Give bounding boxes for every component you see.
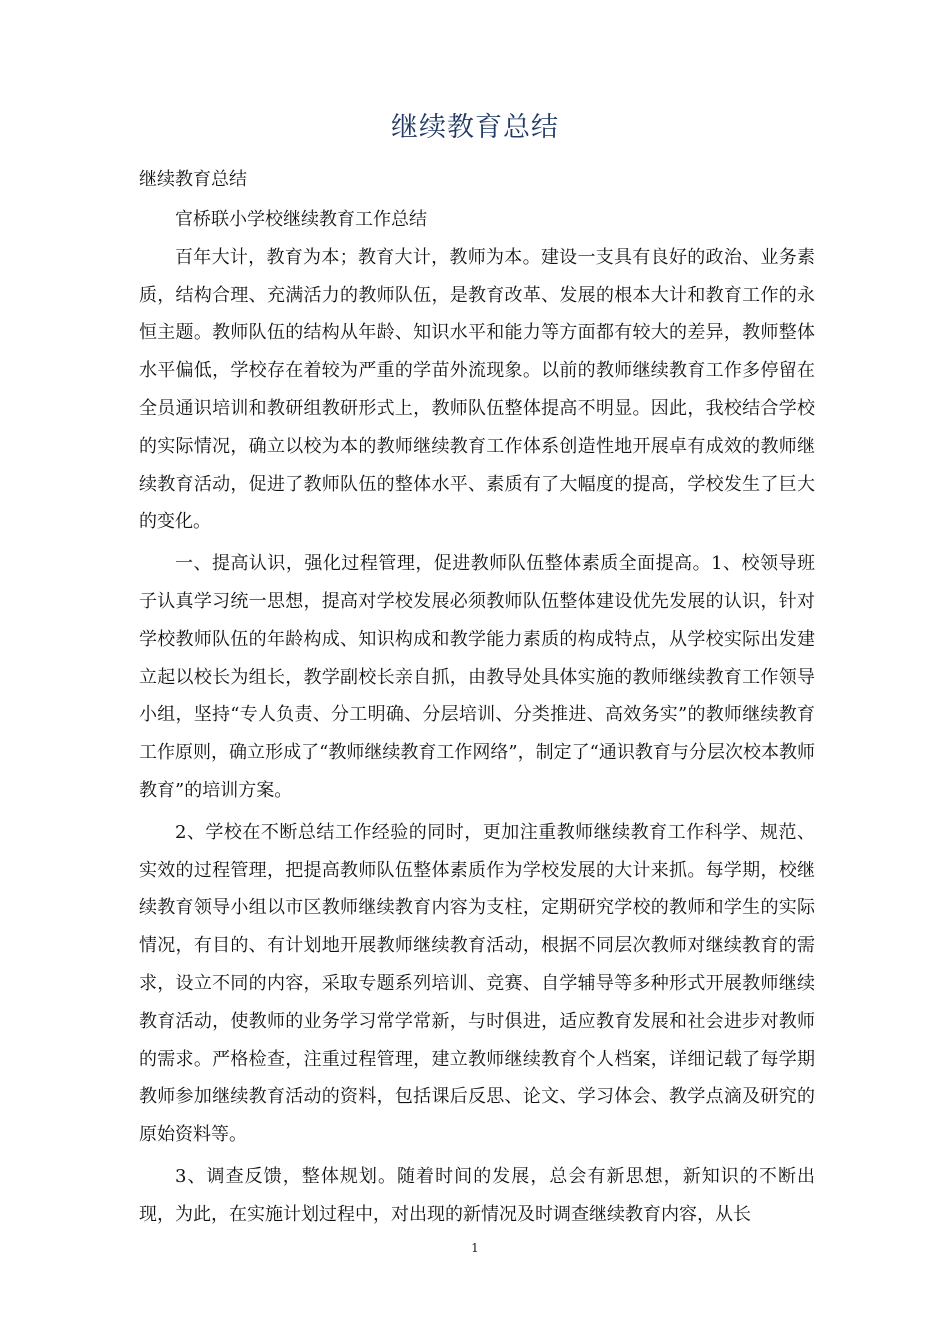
paragraph-section-2: 2、学校在不断总结工作经验的同时，更加注重教师继续教育工作科学、规范、实效的过程管理，把提高教师队伍整体素质作为学校发展的大计来抓。每学期，校继续教育领导小组以市区教师继续教育内容为支柱，定期研究学校的教师和学生的实际情况，有目的、有计划地开展教师继续教育活动，根据不同层次教师对继续教育的需求，设立不同的内容，采取专题系列培训、竞赛、自学辅导等多种形式开展教师继续教育活动，使教师的业务学习常学常新，与时俱进，适应教育发展和社会进步对教师的需求。严格检查，注重过程管理，建立教师继续教育个人档案，详细记载了每学期教师参加继续教育活动的资料，包括课后反思、论文、学习体会、教学点滴及研究的原始资料等。: [139, 821, 815, 1146]
paragraph-section-1: 一、提高认识，强化过程管理，促进教师队伍整体素质全面提高。1、校领导班子认真学习统一思想，提高对学校发展必须教师队伍整体建设优先发展的认识，针对学校教师队伍的年龄构成、知识构成和教学能力素质的构成特点，从学校实际出发建立起以校长为组长，教学副校长亲自抓，由教导处具体实施的教师继续教育工作领导小组，坚持“专人负责、分工明确、分层培训、分类推进、高效务实”的教师继续教育工作原则，确立形成了“教师继续教育工作网络”，制定了“通识教育与分层次校本教师教育”的培训方案。: [139, 553, 815, 801]
document-title: 继续教育总结: [391, 112, 559, 143]
document-body: [139, 201, 815, 1234]
paragraph-intro: 百年大计，教育为本；教育大计，教师为本。建设一支具有良好的政治、业务素质，结构合理、充满活力的教师队伍，是教育改革、发展的根本大计和教育工作的永恒主题。教师队伍的结构从年龄、知识水平和能力等方面都有较大的差异，教师整体水平偏低，学校存在着较为严重的学苗外流现象。以前的教师继续教育工作多停留在全员通识培训和教研组教研形式上，教师队伍整体提高不明显。因此，我校结合学校的实际情况，确立以校为本的教师继续教育工作体系创造性地开展卓有成效的教师继续教育活动，促进了教师队伍的整体水平、素质有了大幅度的提高，学校发生了巨大的变化。: [139, 246, 815, 533]
page-number: 1: [471, 1241, 479, 1255]
document-subtitle: 继续教育总结: [139, 169, 247, 190]
section-heading: 官桥联小学校继续教育工作总结: [175, 209, 427, 230]
paragraph-section-3: 3、调查反馈，整体规划。随着时间的发展，总会有新思想，新知识的不断出现，为此，在实施计划过程中，对出现的新情况及时调查继续教育内容，从长: [139, 1165, 815, 1225]
